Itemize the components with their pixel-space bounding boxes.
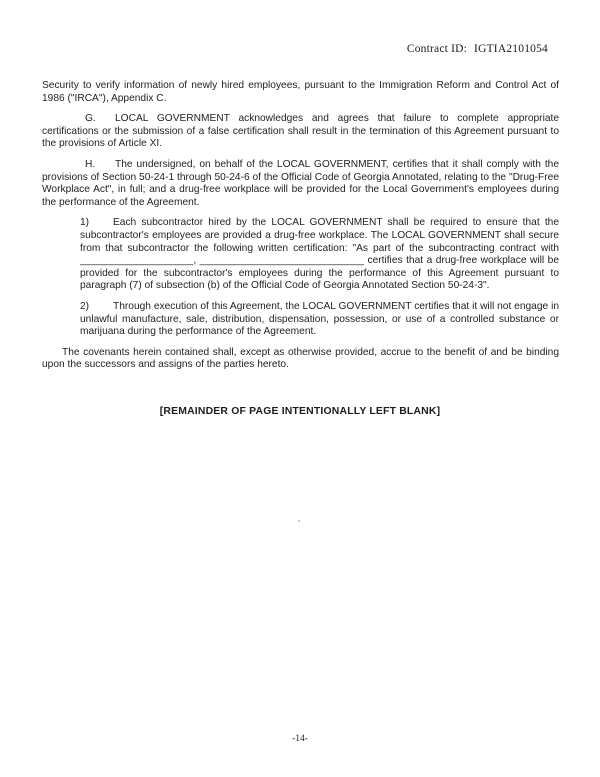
paragraph-1-text: Each subcontractor hired by the LOCAL GOVERNMENT shall be required to ensure that the subcontractor's employees are provided a drug-free workplace. The LOCAL GOVERNMENT shall secure from that subcontractor the following written certification: "As part of the subcontracting contract with ____________________, _____________________________ certifies that a drug-free workplace will be provided for the subcontractor's employees during the performance of this Agreement pursuant to paragraph (7) of subsection (b) of the Official Code of Georgia Annotated Section 50-24-3". bbox=[80, 217, 559, 292]
paragraph-h-label: H. bbox=[85, 158, 96, 170]
paragraph-2 bbox=[80, 301, 559, 339]
scan-artifact bbox=[298, 520, 300, 522]
page-number: -14- bbox=[292, 734, 308, 744]
paragraph-g-text: LOCAL GOVERNMENT acknowledges and agrees that failure to complete appropriate certifications or the submission of a false certification shall result in the termination of this Agreement pursuant to the provisions of Article XI. bbox=[42, 113, 559, 150]
paragraph-intro bbox=[42, 80, 559, 105]
paragraph-1-label: 1) bbox=[80, 217, 90, 229]
paragraph-covenants-text: The covenants herein contained shall, except as otherwise provided, accrue to the benefit of and be binding upon the successors and assigns of the parties hereto. bbox=[42, 346, 559, 371]
paragraph-2-text: Through execution of this Agreement, the LOCAL GOVERNMENT certifies that it will not engage in unlawful manufacture, sale, distribution, dispensation, possession, or use of a controlled substance or marijuana during the performance of the Agreement. bbox=[80, 300, 559, 338]
paragraph-2-label: 2) bbox=[80, 300, 90, 312]
contract-id-value: IGTIA2101054 bbox=[474, 43, 548, 55]
contract-id-label: Contract ID: bbox=[406, 43, 468, 55]
paragraph-covenants bbox=[42, 347, 559, 372]
paragraph-intro-text: Security to verify information of newly hired employees, pursuant to the Immigration Reform and Control Act of 1986 ("IRCA"), Appendix C. bbox=[42, 80, 559, 104]
paragraph-1 bbox=[80, 217, 559, 293]
remainder-notice: [REMAINDER OF PAGE INTENTIONALLY LEFT BLANK] bbox=[159, 406, 441, 417]
paragraph-h bbox=[42, 159, 559, 209]
paragraph-g-label: G. bbox=[85, 113, 96, 125]
contract-id-line bbox=[0, 43, 548, 55]
document-body bbox=[42, 80, 559, 380]
paragraph-g bbox=[42, 113, 559, 151]
paragraph-h-text: The undersigned, on behalf of the LOCAL GOVERNMENT, certifies that it shall comply with the provisions of Section 50-24-1 through 50-24-6 of the Official Code of Georgia Annotated, relating to the "Drug-Free Workplace Act", in full; and a drug-free workplace will be provided for the Local Government's employees during the performance of the Agreement. bbox=[42, 158, 559, 208]
